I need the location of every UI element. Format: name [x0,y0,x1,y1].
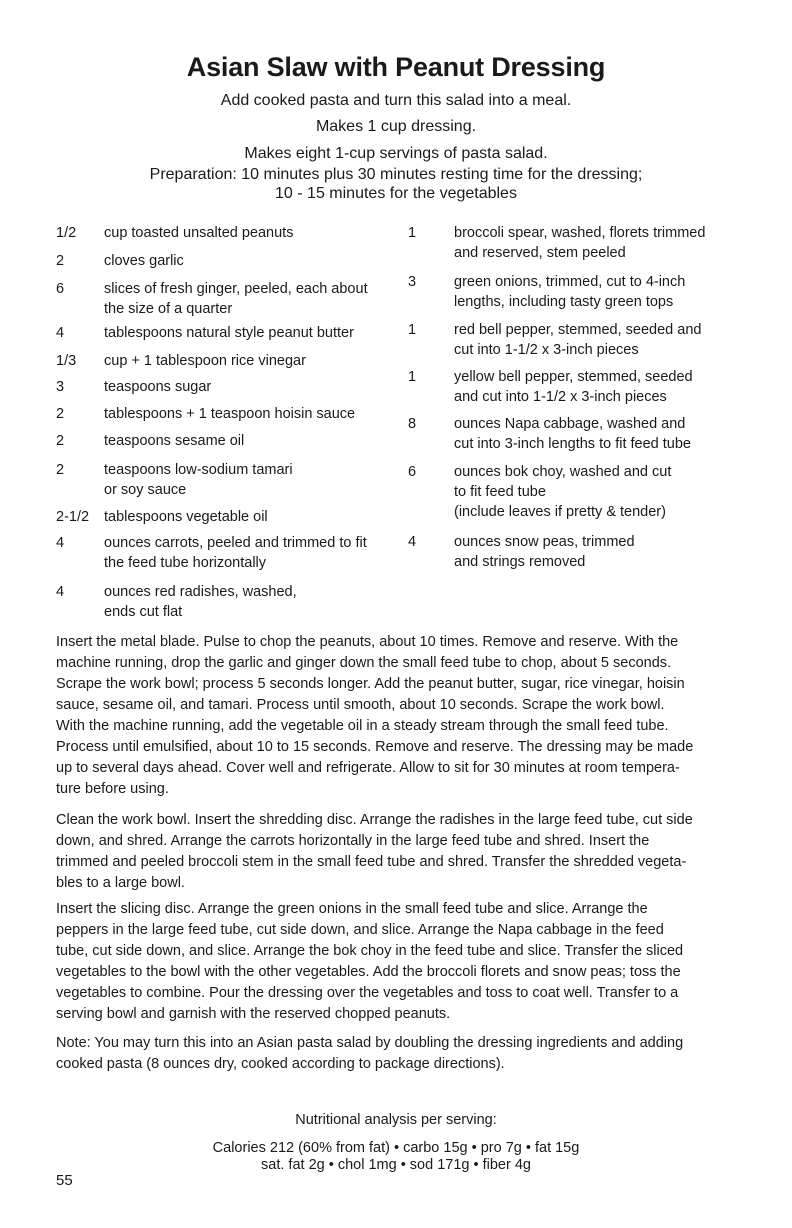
ingredient-item [56,431,396,451]
ingredient-item [408,320,748,360]
paragraph-line: machine running, drop the garlic and ginger down the small feed tube to chop, about 5 seconds. [56,655,672,671]
ingredient-quantity: 8 [408,416,417,432]
ingredient-text: ounces bok choy, washed and cut [454,464,672,480]
ingredient-text: and cut into 1-1/2 x 3-inch pieces [454,389,667,405]
ingredient-text: yellow bell pepper, stemmed, seeded [454,369,693,385]
paragraph-line: Clean the work bowl. Insert the shredding disc. Arrange the radishes in the large feed tube, cut side [56,812,693,828]
ingredient-item [56,251,396,271]
paragraph-line: sauce, sesame oil, and tamari. Process until smooth, about 10 seconds. Scrape the work bowl. [56,697,665,713]
ingredient-quantity: 1 [408,369,417,385]
paragraph-line: vegetables to the bowl with the other vegetables. Add the broccoli florets and snow peas; toss the [56,964,681,980]
paragraph-line: Note: You may turn this into an Asian pasta salad by doubling the dressing ingredients and adding [56,1035,684,1051]
ingredient-text: cup + 1 tablespoon rice vinegar [104,353,306,369]
ingredient-text: (include leaves if pretty & tender) [454,504,666,520]
paragraph-line: With the machine running, add the vegetable oil in a steady stream through the small feed tube. [56,718,669,734]
ingredient-quantity: 1/2 [56,225,77,241]
ingredient-item [408,532,748,572]
ingredient-item [408,462,748,522]
paragraph-line: Insert the slicing disc. Arrange the green onions in the small feed tube and slice. Arrange the [56,901,648,917]
ingredient-text: or soy sauce [104,482,187,498]
paragraph-line: serving bowl and garnish with the reserved chopped peanuts. [56,1006,451,1022]
ingredient-text: ounces Napa cabbage, washed and [454,416,686,432]
ingredient-item [408,223,748,263]
ingredient-text: tablespoons natural style peanut butter [104,325,354,341]
ingredient-text: teaspoons sesame oil [104,433,245,449]
ingredient-item [408,367,748,407]
ingredient-text: green onions, trimmed, cut to 4-inch [454,274,686,290]
ingredient-text: and reserved, stem peeled [454,245,626,261]
instruction-paragraph [56,810,746,894]
ingredient-text: tablespoons + 1 teaspoon hoisin sauce [104,406,356,422]
recipe-subtitle: Add cooked pasta and turn this salad into a meal. [220,92,572,109]
ingredient-text: tablespoons vegetable oil [104,509,268,525]
paragraph-line: up to several days ahead. Cover well and refrigerate. Allow to sit for 30 minutes at room tempera- [56,760,680,776]
ingredient-item [56,460,396,500]
ingredient-quantity: 3 [56,379,65,395]
ingredient-quantity: 1 [408,322,417,338]
paragraph-line: ture before using. [56,781,169,797]
ingredient-quantity: 2-1/2 [56,509,90,525]
ingredient-item [56,279,396,319]
ingredient-text: ounces snow peas, trimmed [454,534,635,550]
ingredient-text: broccoli spear, washed, florets trimmed [454,225,706,241]
ingredient-item [56,351,396,371]
ingredient-item [56,404,396,424]
ingredient-text: ends cut flat [104,604,183,620]
recipe-title: Asian Slaw with Peanut Dressing [186,52,606,82]
ingredient-item [56,377,396,397]
ingredient-text: to fit feed tube [454,484,546,500]
ingredient-quantity: 6 [56,281,65,297]
ingredient-text: teaspoons low-sodium tamari [104,462,293,478]
paragraph-line: Scrape the work bowl; process 5 seconds longer. Add the peanut butter, sugar, rice vinegar, hoisin [56,676,685,692]
ingredient-text: and strings removed [454,554,586,570]
ingredient-text: slices of fresh ginger, peeled, each about [104,281,368,297]
nutrition-line-1: Calories 212 (60% from fat) • carbo 15g • pro 7g • fat 15g [212,1140,580,1156]
ingredient-quantity: 2 [56,433,65,449]
page-number: 55 [56,1172,73,1189]
ingredient-quantity: 1/3 [56,353,77,369]
paragraph-line: down, and shred. Arrange the carrots horizontally in the large feed tube and shred. Insert the [56,833,650,849]
ingredient-quantity: 2 [56,253,65,269]
ingredient-text: ounces red radishes, washed, [104,584,297,600]
paragraph-line: bles to a large bowl. [56,875,185,891]
ingredient-text: cut into 1-1/2 x 3-inch pieces [454,342,639,358]
ingredient-text: cup toasted unsalted peanuts [104,225,294,241]
ingredient-item [408,414,748,454]
ingredient-item [56,507,396,527]
ingredient-text: cut into 3-inch lengths to fit feed tube [454,436,691,452]
nutrition-line-2: sat. fat 2g • chol 1mg • sod 171g • fiber 4g [261,1157,531,1173]
ingredient-text: the size of a quarter [104,301,233,317]
ingredient-text: cloves garlic [104,253,184,269]
preparation-time-cont: 10 - 15 minutes for the vegetables [275,185,517,202]
ingredient-quantity: 2 [56,462,65,478]
ingredient-item [56,323,396,343]
ingredient-item [408,272,748,312]
ingredient-quantity: 4 [56,535,65,551]
ingredient-item [56,223,396,243]
ingredient-quantity: 1 [408,225,417,241]
instruction-paragraph [56,632,746,800]
yield-dressing: Makes 1 cup dressing. [315,118,477,135]
ingredient-quantity: 4 [56,584,65,600]
ingredient-quantity: 4 [56,325,65,341]
ingredient-quantity: 3 [408,274,417,290]
ingredient-text: the feed tube horizontally [104,555,267,571]
instruction-paragraph [56,899,746,1025]
ingredient-text: teaspoons sugar [104,379,212,395]
ingredient-text: lengths, including tasty green tops [454,294,674,310]
ingredient-quantity: 6 [408,464,417,480]
paragraph-line: peppers in the large feed tube, cut side down, and slice. Arrange the Napa cabbage in the feed [56,922,664,938]
paragraph-line: vegetables to combine. Pour the dressing over the vegetables and toss to coat well. Transfer to a [56,985,679,1001]
ingredient-quantity: 2 [56,406,65,422]
ingredient-text: red bell pepper, stemmed, seeded and [454,322,702,338]
yield-salad: Makes eight 1-cup servings of pasta salad. [244,145,548,162]
paragraph-line: tube, cut side down, and slice. Arrange the bok choy in the feed tube and slice. Transfer the sliced [56,943,684,959]
ingredient-text: ounces carrots, peeled and trimmed to fit [104,535,367,551]
ingredient-item [56,533,396,573]
ingredient-quantity: 4 [408,534,417,550]
nutrition-heading: Nutritional analysis per serving: [295,1112,497,1128]
paragraph-line: Insert the metal blade. Pulse to chop the peanuts, about 10 times. Remove and reserve. With the [56,634,679,650]
preparation-time: Preparation: 10 minutes plus 30 minutes resting time for the dressing; [149,166,643,183]
paragraph-line: cooked pasta (8 ounces dry, cooked according to package directions). [56,1056,505,1072]
paragraph-line: trimmed and peeled broccoli stem in the small feed tube and shred. Transfer the shredded vegeta- [56,854,687,870]
instruction-paragraph [56,1033,746,1075]
paragraph-line: Process until emulsified, about 10 to 15 seconds. Remove and reserve. The dressing may be made [56,739,694,755]
ingredient-item [56,582,396,622]
